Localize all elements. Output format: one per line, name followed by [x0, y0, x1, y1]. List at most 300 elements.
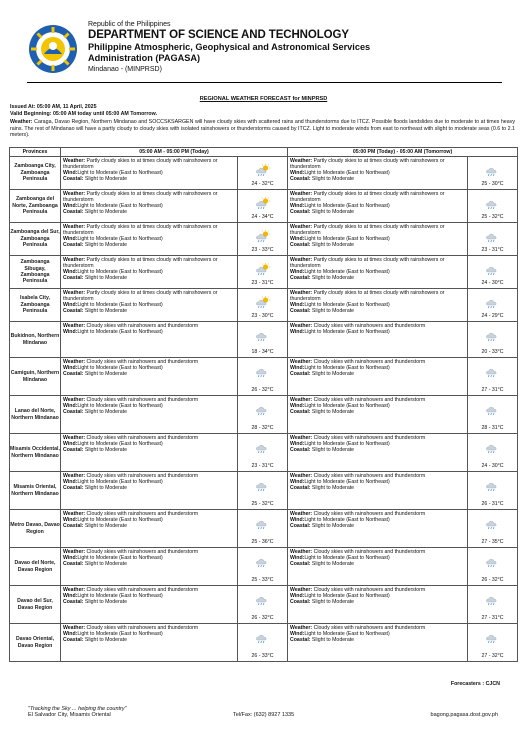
night-forecast-text: [288, 190, 468, 223]
coastal-line: [63, 637, 235, 643]
night-forecast-text: [288, 358, 468, 396]
coastal-label: Coastal:: [290, 599, 311, 606]
coastal-label: Coastal:: [63, 176, 84, 183]
coastal-label: Coastal:: [290, 176, 311, 183]
day-forecast-text: [61, 190, 238, 223]
coastal-value: Slight to Moderate: [310, 209, 355, 216]
wind-value: Light to Moderate (East to Northeast): [77, 403, 163, 410]
cloudy-rain-icon: [485, 517, 501, 530]
wind-value: Light to Moderate (East to Northeast): [77, 479, 163, 486]
wind-label: Wind:: [290, 170, 305, 177]
weather-label: Weather:: [290, 158, 313, 164]
wind-value: Light to Moderate (East to Northeast): [304, 631, 390, 638]
weather-summary: [10, 119, 515, 139]
valid-beginning: Valid Beginning: 05:00 AM today until 05:00 AM Tomorrow.: [10, 110, 158, 117]
day-forecast-text: [61, 510, 238, 548]
weather-value: Cloudy skies with rainshowers and thunderstorm: [312, 397, 426, 403]
coastal-label: Coastal:: [290, 308, 311, 315]
coastal-value: Slight to Moderate: [310, 275, 355, 282]
day-temperature: 25 - 36°C: [251, 539, 274, 545]
weather-line: [290, 191, 465, 203]
wind-value: Light to Moderate (East to Northeast): [77, 269, 163, 276]
cloudy-rain-icon: [485, 555, 501, 568]
forecast-table-body: [10, 157, 518, 662]
province-name: Davao del Sur, Davao Region: [10, 586, 61, 624]
wind-label: Wind:: [63, 302, 78, 309]
coastal-label: Coastal:: [290, 561, 311, 568]
coastal-value: Slight to Moderate: [83, 485, 128, 492]
night-icon-cell: [468, 223, 518, 256]
night-icon-cell: [468, 510, 518, 548]
night-forecast-text: [288, 586, 468, 624]
weather-value: Cloudy skies with rainshowers and thunderstorm: [85, 435, 199, 441]
cloudy-rain-icon: [485, 329, 501, 342]
day-icon-cell: [238, 358, 288, 396]
night-temperature: 26 - 31°C: [481, 501, 504, 507]
weather-value: Partly cloudy skies to at times cloudy with rainshowers or thunderstorm: [290, 290, 445, 303]
day-temperature: 26 - 33°C: [251, 653, 274, 659]
coastal-value: Slight to Moderate: [83, 242, 128, 249]
weather-value: Cloudy skies with rainshowers and thunderstorm: [312, 359, 426, 365]
header-divider: [27, 82, 502, 83]
night-icon-cell: [468, 190, 518, 223]
table-row: [10, 510, 518, 548]
coastal-line: [290, 523, 465, 529]
day-icon-cell: [238, 624, 288, 662]
coastal-value: Slight to Moderate: [83, 371, 128, 378]
day-temperature: 28 - 32°C: [251, 425, 274, 431]
wind-label: Wind:: [290, 593, 305, 600]
cloudy-rain-icon: [255, 517, 271, 530]
coastal-label: Coastal:: [290, 409, 311, 416]
footer: [28, 706, 498, 719]
weather-line: [63, 224, 235, 236]
night-icon-cell: [468, 586, 518, 624]
day-temperature: 24 - 34°C: [251, 214, 274, 220]
day-forecast-text: [61, 256, 238, 289]
day-temperature: 23 - 31°C: [251, 280, 274, 286]
coastal-label: Coastal:: [63, 447, 84, 454]
table-row: [10, 157, 518, 190]
table-row: [10, 289, 518, 322]
night-temperature: 24 - 30°C: [481, 280, 504, 286]
footer-address: El Salvador City, Misamis Oriental: [28, 712, 111, 719]
wind-label: Wind:: [290, 441, 305, 448]
wind-line: [290, 329, 465, 335]
weather-value: Cloudy skies with rainshowers and thunderstorm: [85, 323, 199, 329]
wind-value: Light to Moderate (East to Northeast): [304, 236, 390, 243]
footer-website[interactable]: bagong.pagasa.dost.gov.ph: [430, 712, 498, 718]
cloudy-rain-icon: [255, 593, 271, 606]
coastal-value: Slight to Moderate: [83, 561, 128, 568]
night-forecast-text: [288, 472, 468, 510]
coastal-value: Slight to Moderate: [310, 637, 355, 644]
coastal-label: Coastal:: [290, 523, 311, 530]
wind-label: Wind:: [63, 517, 78, 524]
province-name: Davao del Norte, Davao Region: [10, 548, 61, 586]
partly-cloudy-sun-rain-icon: [255, 296, 271, 309]
weather-value: Partly cloudy skies to at times cloudy with rainshowers or thunderstorm: [63, 191, 218, 204]
province-name: Lanao del Norte, Northern Mindanao: [10, 396, 61, 434]
night-forecast-text: [288, 548, 468, 586]
night-forecast-text: [288, 322, 468, 358]
wind-label: Wind:: [63, 269, 78, 276]
night-icon-cell: [468, 472, 518, 510]
coastal-label: Coastal:: [63, 637, 84, 644]
coastal-line: [290, 308, 465, 314]
province-name: Misamis Occidental, Northern Mindanao: [10, 434, 61, 472]
col-provinces-header: Provinces: [10, 148, 61, 157]
coastal-line: [63, 485, 235, 491]
coastal-line: [63, 599, 235, 605]
coastal-line: [290, 242, 465, 248]
night-icon-cell: [468, 322, 518, 358]
coastal-value: Slight to Moderate: [310, 485, 355, 492]
wind-label: Wind:: [63, 365, 78, 372]
province-name: Isabela City, Zamboanga Peninsula: [10, 289, 61, 322]
day-forecast-text: [61, 358, 238, 396]
weather-label: Weather:: [290, 359, 313, 365]
wind-label: Wind:: [290, 236, 305, 243]
weather-label: Weather:: [63, 191, 86, 197]
coastal-label: Coastal:: [290, 485, 311, 492]
coastal-value: Slight to Moderate: [83, 599, 128, 606]
coastal-label: Coastal:: [290, 242, 311, 249]
col-night-header: 05:00 PM (Today) - 05:00 AM (Tomorrow): [288, 148, 518, 157]
day-temperature: 23 - 31°C: [251, 463, 274, 469]
day-icon-cell: [238, 157, 288, 190]
coastal-line: [63, 242, 235, 248]
coastal-value: Slight to Moderate: [83, 275, 128, 282]
day-icon-cell: [238, 256, 288, 289]
wind-value: Light to Moderate (East to Northeast): [304, 329, 390, 336]
province-name: Metro Davao, Davao Region: [10, 510, 61, 548]
wind-value: Light to Moderate (East to Northeast): [304, 170, 390, 177]
day-forecast-text: [61, 157, 238, 190]
partly-cloudy-sun-rain-icon: [255, 197, 271, 210]
wind-value: Light to Moderate (East to Northeast): [304, 555, 390, 562]
weather-line: [290, 257, 465, 269]
wind-label: Wind:: [290, 329, 305, 336]
weather-value: Partly cloudy skies to at times cloudy with rainshowers or thunderstorm: [63, 224, 218, 237]
table-row: [10, 624, 518, 662]
col-day-header: 05:00 AM - 05:00 PM (Today): [61, 148, 288, 157]
weather-value: Cloudy skies with rainshowers and thunderstorm: [85, 587, 199, 593]
wind-value: Light to Moderate (East to Northeast): [304, 403, 390, 410]
coastal-label: Coastal:: [63, 308, 84, 315]
weather-label: Weather:: [63, 397, 86, 403]
wind-value: Light to Moderate (East to Northeast): [304, 302, 390, 309]
wind-label: Wind:: [63, 631, 78, 638]
wind-value: Light to Moderate (East to Northeast): [77, 203, 163, 210]
wind-value: Light to Moderate (East to Northeast): [77, 236, 163, 243]
weather-value: Cloudy skies with rainshowers and thunderstorm: [85, 511, 199, 517]
weather-label: Weather:: [63, 359, 86, 365]
table-header-row: [10, 148, 518, 157]
footer-tagline: "Tracking the Sky ... helping the country": [28, 706, 127, 712]
weather-label: Weather:: [63, 625, 86, 631]
weather-label: Weather:: [63, 323, 86, 329]
night-temperature: 27 - 31°C: [481, 615, 504, 621]
coastal-line: [63, 447, 235, 453]
table-row: [10, 190, 518, 223]
weather-label: Weather:: [290, 435, 313, 441]
wind-line: [63, 329, 235, 335]
weather-label: Weather:: [290, 549, 313, 555]
night-forecast-text: [288, 223, 468, 256]
coastal-line: [290, 176, 465, 182]
coastal-label: Coastal:: [290, 275, 311, 282]
province-name: Misamis Oriental, Northern Mindanao: [10, 472, 61, 510]
coastal-value: Slight to Moderate: [310, 308, 355, 315]
province-name: Zamboanga Sibugay, Zamboanga Peninsula: [10, 256, 61, 289]
weather-label: Weather:: [290, 625, 313, 631]
weather-value: Cloudy skies with rainshowers and thunderstorm: [312, 435, 426, 441]
cloudy-rain-icon: [485, 197, 501, 210]
cloudy-rain-icon: [485, 263, 501, 276]
weather-label: Weather:: [63, 257, 86, 263]
coastal-value: Slight to Moderate: [83, 409, 128, 416]
table-row: [10, 548, 518, 586]
weather-value: Cloudy skies with rainshowers and thunderstorm: [312, 549, 426, 555]
wind-value: Light to Moderate (East to Northeast): [304, 203, 390, 210]
coastal-label: Coastal:: [63, 242, 84, 249]
wind-label: Wind:: [63, 555, 78, 562]
coastal-label: Coastal:: [63, 523, 84, 530]
weather-label: Weather:: [290, 323, 313, 329]
coastal-line: [63, 275, 235, 281]
department-name: DEPARTMENT OF SCIENCE AND TECHNOLOGY: [88, 29, 349, 41]
night-temperature: 25 - 30°C: [481, 181, 504, 187]
table-row: [10, 586, 518, 624]
coastal-label: Coastal:: [290, 371, 311, 378]
wind-label: Wind:: [290, 203, 305, 210]
day-temperature: 25 - 32°C: [251, 501, 274, 507]
republic-label: Republic of the Philippines: [88, 21, 171, 28]
issued-at: Issued At: 05:00 AM, 11 April, 2025: [10, 104, 97, 110]
coastal-line: [63, 409, 235, 415]
coastal-value: Slight to Moderate: [83, 447, 128, 454]
wind-value: Light to Moderate (East to Northeast): [77, 170, 163, 177]
coastal-value: Slight to Moderate: [83, 637, 128, 644]
coastal-line: [290, 275, 465, 281]
partly-cloudy-sun-rain-icon: [255, 263, 271, 276]
night-forecast-text: [288, 510, 468, 548]
weather-line: [63, 290, 235, 302]
weather-line: [290, 290, 465, 302]
coastal-line: [290, 599, 465, 605]
day-forecast-text: [61, 586, 238, 624]
coastal-line: [63, 523, 235, 529]
weather-label: Weather:: [63, 290, 86, 296]
table-row: [10, 396, 518, 434]
night-icon-cell: [468, 434, 518, 472]
province-name: Zamboanga City, Zamboanga Peninsula: [10, 157, 61, 190]
night-forecast-text: [288, 434, 468, 472]
cloudy-rain-icon: [255, 479, 271, 492]
partly-cloudy-sun-rain-icon: [255, 230, 271, 243]
table-row: [10, 256, 518, 289]
weather-value: Cloudy skies with rainshowers and thunderstorm: [312, 587, 426, 593]
province-name: Bukidnon, Northern Mindanao: [10, 322, 61, 358]
wind-value: Light to Moderate (East to Northeast): [304, 517, 390, 524]
cloudy-rain-icon: [255, 631, 271, 644]
partly-cloudy-sun-rain-icon: [255, 164, 271, 177]
forecast-table: [9, 147, 518, 662]
coastal-line: [290, 209, 465, 215]
cloudy-rain-icon: [485, 593, 501, 606]
coastal-label: Coastal:: [63, 599, 84, 606]
coastal-value: Slight to Moderate: [310, 371, 355, 378]
coastal-label: Coastal:: [63, 209, 84, 216]
night-temperature: 25 - 32°C: [481, 214, 504, 220]
wind-value: Light to Moderate (East to Northeast): [304, 269, 390, 276]
wind-label: Wind:: [63, 403, 78, 410]
forecast-title: REGIONAL WEATHER FORECAST for MINPRSD: [199, 96, 328, 102]
coastal-line: [290, 371, 465, 377]
cloudy-rain-icon: [485, 296, 501, 309]
weather-label: Weather:: [290, 257, 313, 263]
cloudy-rain-icon: [485, 479, 501, 492]
wind-label: Wind:: [290, 365, 305, 372]
coastal-line: [63, 561, 235, 567]
night-icon-cell: [468, 624, 518, 662]
cloudy-rain-icon: [485, 631, 501, 644]
wind-value: Light to Moderate (East to Northeast): [77, 555, 163, 562]
weather-line: [63, 158, 235, 170]
day-temperature: 18 - 34°C: [251, 349, 274, 355]
coastal-label: Coastal:: [63, 371, 84, 378]
wind-label: Wind:: [290, 517, 305, 524]
summary-label: Weather:: [10, 119, 33, 125]
night-temperature: 28 - 31°C: [481, 425, 504, 431]
wind-value: Light to Moderate (East to Northeast): [304, 365, 390, 372]
region-label: Mindanao - (MINPRSD): [88, 66, 162, 73]
night-icon-cell: [468, 358, 518, 396]
weather-label: Weather:: [290, 473, 313, 479]
day-icon-cell: [238, 322, 288, 358]
agency-name-line2: Administration (PAGASA): [88, 53, 201, 63]
weather-value: Partly cloudy skies to at times cloudy with rainshowers or thunderstorm: [290, 224, 445, 237]
weather-value: Cloudy skies with rainshowers and thunderstorm: [312, 625, 426, 631]
coastal-line: [290, 637, 465, 643]
night-icon-cell: [468, 256, 518, 289]
weather-label: Weather:: [63, 435, 86, 441]
day-temperature: 24 - 32°C: [251, 181, 274, 187]
coastal-value: Slight to Moderate: [83, 209, 128, 216]
header: [88, 21, 370, 74]
cloudy-rain-icon: [485, 403, 501, 416]
day-temperature: 26 - 32°C: [251, 387, 274, 393]
wind-label: Wind:: [63, 441, 78, 448]
day-forecast-text: [61, 289, 238, 322]
coastal-label: Coastal:: [63, 409, 84, 416]
coastal-value: Slight to Moderate: [310, 599, 355, 606]
day-icon-cell: [238, 396, 288, 434]
night-temperature: 27 - 35°C: [481, 539, 504, 545]
day-forecast-text: [61, 624, 238, 662]
cloudy-rain-icon: [485, 164, 501, 177]
coastal-value: Slight to Moderate: [310, 242, 355, 249]
night-icon-cell: [468, 396, 518, 434]
day-forecast-text: [61, 223, 238, 256]
coastal-value: Slight to Moderate: [310, 561, 355, 568]
cloudy-rain-icon: [255, 329, 271, 342]
weather-value: Partly cloudy skies to at times cloudy with rainshowers or thunderstorm: [63, 290, 218, 303]
day-icon-cell: [238, 548, 288, 586]
wind-value: Light to Moderate (East to Northeast): [304, 593, 390, 600]
cloudy-rain-icon: [255, 555, 271, 568]
weather-value: Cloudy skies with rainshowers and thunderstorm: [85, 625, 199, 631]
night-temperature: 24 - 29°C: [481, 313, 504, 319]
weather-value: Cloudy skies with rainshowers and thunderstorm: [85, 473, 199, 479]
night-temperature: 20 - 33°C: [481, 349, 504, 355]
cloudy-rain-icon: [255, 365, 271, 378]
day-forecast-text: [61, 472, 238, 510]
weather-label: Weather:: [63, 224, 86, 230]
wind-value: Light to Moderate (East to Northeast): [77, 441, 163, 448]
weather-value: Cloudy skies with rainshowers and thunderstorm: [85, 549, 199, 555]
coastal-label: Coastal:: [63, 275, 84, 282]
day-icon-cell: [238, 510, 288, 548]
wind-label: Wind:: [63, 593, 78, 600]
day-icon-cell: [238, 586, 288, 624]
wind-value: Light to Moderate (East to Northeast): [77, 593, 163, 600]
day-icon-cell: [238, 472, 288, 510]
weather-value: Cloudy skies with rainshowers and thunderstorm: [312, 473, 426, 479]
province-name: Camiguin, Northern Mindanao: [10, 358, 61, 396]
cloudy-rain-icon: [255, 441, 271, 454]
weather-label: Weather:: [63, 511, 86, 517]
coastal-value: Slight to Moderate: [83, 176, 128, 183]
weather-label: Weather:: [63, 587, 86, 593]
coastal-line: [63, 308, 235, 314]
day-forecast-text: [61, 396, 238, 434]
weather-value: Partly cloudy skies to at times cloudy with rainshowers or thunderstorm: [63, 158, 218, 171]
night-icon-cell: [468, 548, 518, 586]
day-forecast-text: [61, 322, 238, 358]
day-temperature: 23 - 33°C: [251, 247, 274, 253]
cloudy-rain-icon: [255, 403, 271, 416]
wind-label: Wind:: [290, 269, 305, 276]
table-row: [10, 322, 518, 358]
coastal-value: Slight to Moderate: [83, 523, 128, 530]
wind-value: Light to Moderate (East to Northeast): [304, 441, 390, 448]
night-forecast-text: [288, 256, 468, 289]
wind-label: Wind:: [290, 403, 305, 410]
footer-tel: Tel/Fax: (632) 8927 1335: [233, 712, 295, 718]
coastal-line: [290, 447, 465, 453]
coastal-line: [63, 209, 235, 215]
night-forecast-text: [288, 396, 468, 434]
wind-label: Wind:: [63, 236, 78, 243]
province-name: Davao Oriental, Davao Region: [10, 624, 61, 662]
day-icon-cell: [238, 190, 288, 223]
coastal-label: Coastal:: [290, 447, 311, 454]
night-forecast-text: [288, 624, 468, 662]
night-temperature: 27 - 32°C: [481, 653, 504, 659]
coastal-label: Coastal:: [63, 561, 84, 568]
coastal-label: Coastal:: [290, 637, 311, 644]
wind-label: Wind:: [290, 631, 305, 638]
weather-value: Cloudy skies with rainshowers and thunderstorm: [312, 323, 426, 329]
wind-value: Light to Moderate (East to Northeast): [304, 479, 390, 486]
weather-line: [63, 257, 235, 269]
coastal-value: Slight to Moderate: [310, 447, 355, 454]
night-forecast-text: [288, 157, 468, 190]
agency-name-line1: Philippine Atmospheric, Geophysical and Astronomical Services: [88, 42, 371, 52]
weather-line: [290, 158, 465, 170]
